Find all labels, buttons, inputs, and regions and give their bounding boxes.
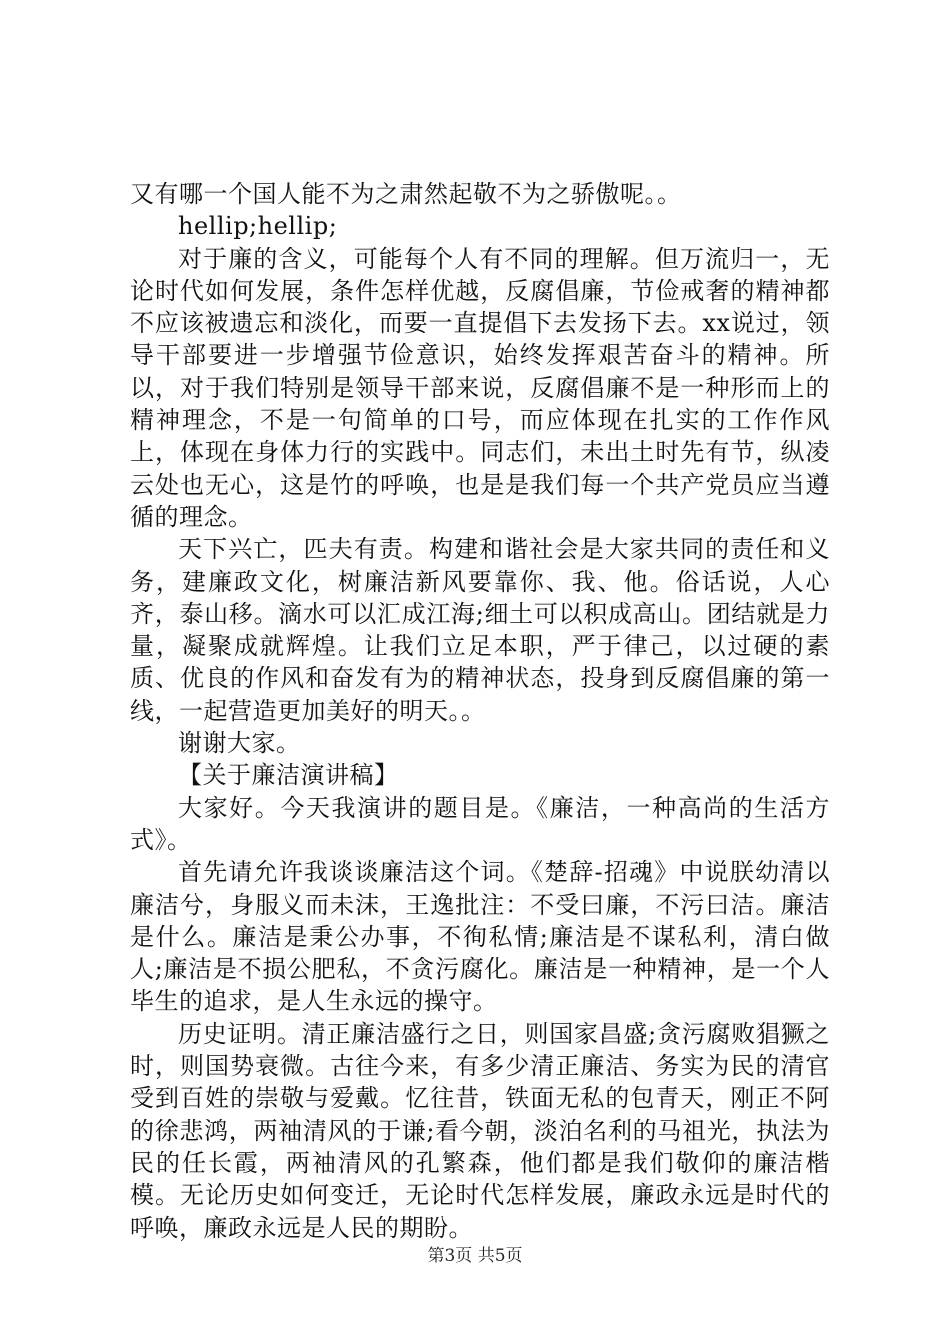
paragraph-9: 历史证明。清正廉洁盛行之日，则国家昌盛;贪污腐败猖獗之时，则国势衰微。古往今来，有多少清正廉洁、务实为民的清官受到百姓的崇敬与爱戴。忆往昔，铁面无私的包青天，刚正不阿的徐悲鸿，两袖清风的于谦;看今朝，淡泊名利的马祖光，执法为民的任长霞，两袖清风的孔繁森，他们都是我们敬仰的廉洁楷模。无论历史如何变迁，无论时代怎样发展，廉政永远是时代的呼唤，廉政永远是人民的期盼。: [130, 1019, 830, 1242]
paragraph-7: 大家好。今天我演讲的题目是。《廉洁，一种高尚的生活方式》。: [130, 793, 830, 854]
paragraph-5: 谢谢大家。: [178, 729, 301, 758]
paragraph-3: 对于廉的含义，可能每个人有不同的理解。但万流归一，无论时代如何发展，条件怎样优越，反腐倡廉，节俭戒奢的精神都不应该被遗忘和淡化，而要一直提倡下去发扬下去。xx说过，领导干部要进一步增强节俭意识，始终发挥艰苦奋斗的精神。所以，对于我们特别是领导干部来说，反腐倡廉不是一种形而上的精神理念，不是一句简单的口号，而应体现在扎实的工作作风上，体现在身体力行的实践中。同志们，未出土时先有节，纵凌云处也无心，这是竹的呼唤，也是是我们每一个共产党员应当遵循的理念。: [130, 244, 830, 531]
section-heading: 【关于廉洁演讲稿】: [178, 761, 399, 790]
paragraph-8: 首先请允许我谈谈廉洁这个词。《楚辞-招魂》中说朕幼清以廉洁兮，身服义而未沫，王逸批注：不受曰廉，不污曰洁。廉洁是什么。廉洁是秉公办事，不徇私情;廉洁是不谋私利，清白做人;廉洁是不损公肥私，不贪污腐化。廉洁是一种精神，是一个人毕生的追求，是人生永远的操守。: [130, 858, 830, 1016]
page-number-footer: 第3页 共5页: [427, 1246, 523, 1266]
paragraph-1: 又有哪一个国人能不为之肃然起敬不为之骄傲呢。。: [130, 180, 682, 208]
paragraph-2: hellip;hellip;: [178, 212, 338, 241]
paragraph-4: 天下兴亡，匹夫有责。构建和谐社会是大家共同的责任和义务，建廉政文化，树廉洁新风要靠你、我、他。俗话说，人心齐，泰山移。滴水可以汇成江海;细土可以积成高山。团结就是力量，凝聚成就辉煌。让我们立足本职，严于律己，以过硬的素质、优良的作风和奋发有为的精神状态，投身到反腐倡廉的第一线，一起营造更加美好的明天。。: [130, 535, 830, 725]
document-body: [130, 178, 830, 1244]
